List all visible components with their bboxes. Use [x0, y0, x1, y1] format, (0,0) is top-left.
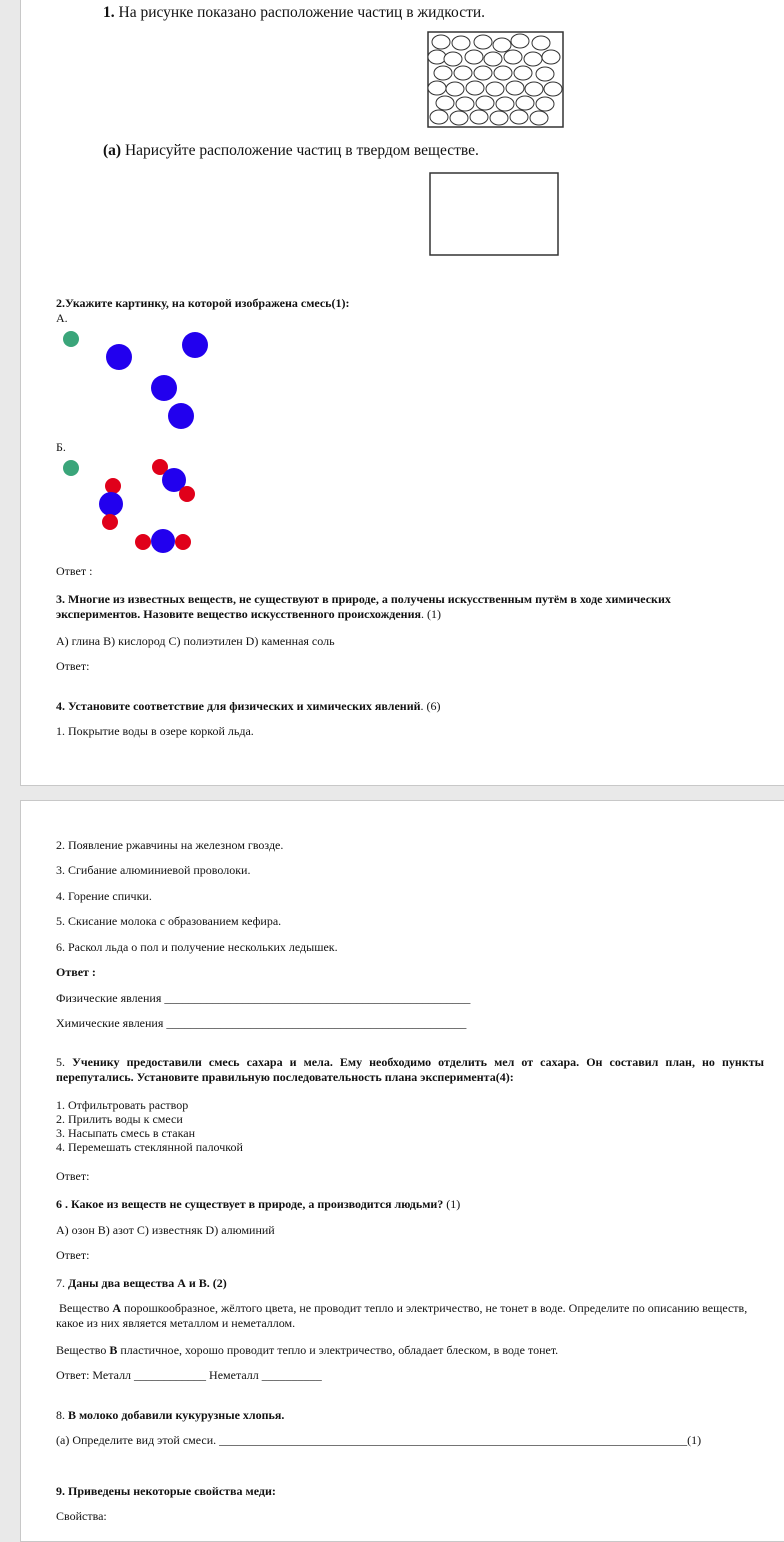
q5-prompt: 5. Ученику предоставили смесь сахара и мела. Ему необходимо отделить мел от сахара. Он составил план, но пункты перепутались. Установите правильную последовательность плана эксперимента(4):: [56, 1055, 765, 1084]
q4-item-4: 4. Горение спички.: [56, 889, 152, 903]
q4-physical-line[interactable]: Физические явления ___________________________________________________: [56, 991, 471, 1005]
q5-step-2: 2. Прилить воды к смеси: [56, 1112, 183, 1126]
option-b-particles: [97, 455, 227, 557]
option-a-particles: [101, 329, 221, 433]
q9-prompt: 9. Приведены некоторые свойства меди:: [56, 1484, 276, 1498]
q4-answer-label: Ответ :: [56, 965, 96, 979]
q7-answer-line[interactable]: Ответ: Металл ____________ Неметалл __________: [56, 1368, 322, 1382]
q6-prompt: 6 . Какое из веществ не существует в природе, а производится людьми? (1): [56, 1197, 461, 1211]
q7-substance-b: Вещество В пластичное, хорошо проводит тепло и электричество, обладает блеском, в воде тонет.: [56, 1343, 559, 1357]
page-2: [20, 800, 784, 1542]
q4-chemical-line[interactable]: Химические явления __________________________________________________: [56, 1016, 467, 1030]
q2-answer-label: Ответ :: [56, 564, 93, 578]
q5-step-3: 3. Насыпать смесь в стакан: [56, 1126, 195, 1140]
option-a-marker-icon: [63, 331, 79, 347]
q7-prompt: 7. Даны два вещества А и В. (2): [56, 1276, 227, 1290]
option-b-marker-icon: [63, 460, 79, 476]
q7-substance-a: Вещество А порошкообразное, жёлтого цвета, не проводит тепло и электричество, не тонет в воде. Определите по описанию веществ, какое из них является металлом и неметаллом.: [56, 1301, 748, 1330]
q4-item-6: 6. Раскол льда о пол и получение нескольких ледышек.: [56, 940, 338, 954]
q5-step-4: 4. Перемешать стеклянной палочкой: [56, 1140, 243, 1154]
q3-prompt: 3. Многие из известных веществ, не существуют в природе, а получены искусственным путём в ходе химических экспериментов. Назовите вещество искусственного происхождения. (1): [56, 592, 671, 621]
q5-answer-label: Ответ:: [56, 1169, 90, 1183]
q1-sub-a: (а) Нарисуйте расположение частиц в твердом веществе.: [103, 142, 479, 159]
liquid-particles-diagram: [427, 31, 565, 129]
q4-item-3: 3. Сгибание алюминиевой проволоки.: [56, 863, 251, 877]
q4-item-2: 2. Появление ржавчины на железном гвозде.: [56, 838, 284, 852]
q4-item-5: 5. Скисание молока с образованием кефира.: [56, 914, 282, 928]
q5-step-1: 1. Отфильтровать раствор: [56, 1098, 189, 1112]
q6-answer-label: Ответ:: [56, 1248, 90, 1262]
q2-option-b-label: Б.: [56, 440, 66, 454]
solid-drawing-box[interactable]: [429, 172, 561, 258]
q6-options: А) озон В) азот С) известняк D) алюминий: [56, 1223, 275, 1237]
q4-prompt: 4. Установите соответствие для физических и химических явлений. (6): [56, 699, 441, 713]
q2-prompt: 2.Укажите картинку, на которой изображена смесь(1):: [56, 296, 350, 310]
q3-options: А) глина В) кислород С) полиэтилен D) каменная соль: [56, 634, 335, 648]
q9-properties-label: Свойства:: [56, 1509, 107, 1523]
q8-prompt: 8. В молоко добавили кукурузные хлопья.: [56, 1408, 285, 1422]
q4-item-1: 1. Покрытие воды в озере коркой льда.: [56, 724, 254, 738]
page-1: [20, 0, 784, 786]
q8-sub-a[interactable]: (а) Определите вид этой смеси. ______________________________________________________________________________(1): [56, 1433, 702, 1447]
q1-title: 1. На рисунке показано расположение частиц в жидкости.: [103, 4, 486, 21]
q3-answer-label: Ответ:: [56, 659, 90, 673]
q2-option-a-label: А.: [56, 311, 68, 325]
